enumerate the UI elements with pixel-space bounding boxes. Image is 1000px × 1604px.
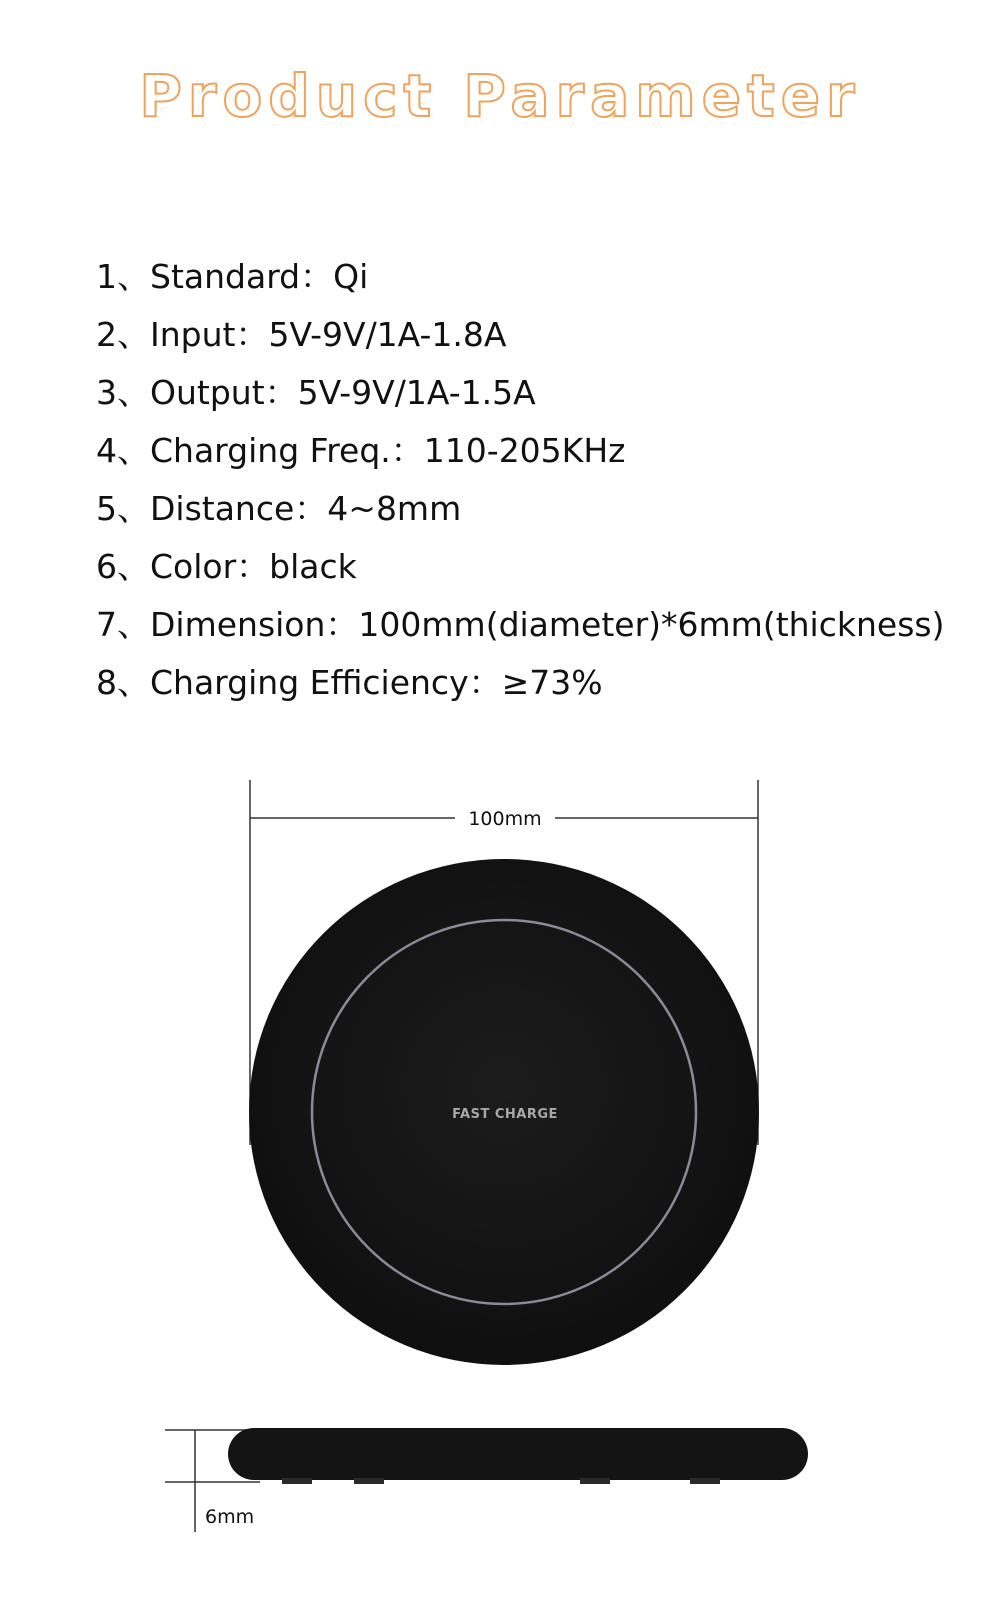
parameter-item-standard (96, 248, 944, 306)
charger-foot (282, 1478, 312, 1484)
parameter-text: Dimension：100mm(diameter)*6mm(thickness) (150, 605, 945, 644)
charger-top-view (0, 780, 1000, 1380)
parameter-item-color (96, 538, 944, 596)
parameter-number: 4、 (96, 431, 150, 470)
parameter-text: Charging Freq.：110-205KHz (150, 431, 626, 470)
parameter-number: 3、 (96, 373, 150, 412)
parameter-number: 7、 (96, 605, 150, 644)
parameter-number: 1、 (96, 257, 150, 296)
parameter-text: Charging Efficiency：≥73% (150, 663, 603, 702)
charger-foot (690, 1478, 720, 1484)
parameter-text: Output：5V-9V/1A-1.5A (150, 373, 536, 412)
fast-charge-label: FAST CHARGE (452, 1107, 558, 1122)
charger-foot (354, 1478, 384, 1484)
parameter-text: Color：black (150, 547, 357, 586)
parameter-number: 2、 (96, 315, 150, 354)
parameter-item-output (96, 364, 944, 422)
parameter-item-input (96, 306, 944, 364)
parameter-list (96, 248, 944, 712)
charger-side-view (0, 1420, 1000, 1540)
parameter-text: Input：5V-9V/1A-1.8A (150, 315, 507, 354)
parameter-number: 8、 (96, 663, 150, 702)
parameter-item-distance (96, 480, 944, 538)
page-title: Product Parameter (139, 62, 861, 130)
parameter-item-charging-freq (96, 422, 944, 480)
parameter-text: Distance：4~8mm (150, 489, 462, 528)
charger-foot (580, 1478, 610, 1484)
parameter-number: 6、 (96, 547, 150, 586)
parameter-text: Standard：Qi (150, 257, 369, 296)
diameter-label: 100mm (468, 808, 542, 830)
charger-side-body (228, 1428, 808, 1480)
parameter-item-charging-efficiency (96, 654, 944, 712)
parameter-item-dimension (96, 596, 944, 654)
parameter-number: 5、 (96, 489, 150, 528)
thickness-label: 6mm (205, 1506, 255, 1528)
